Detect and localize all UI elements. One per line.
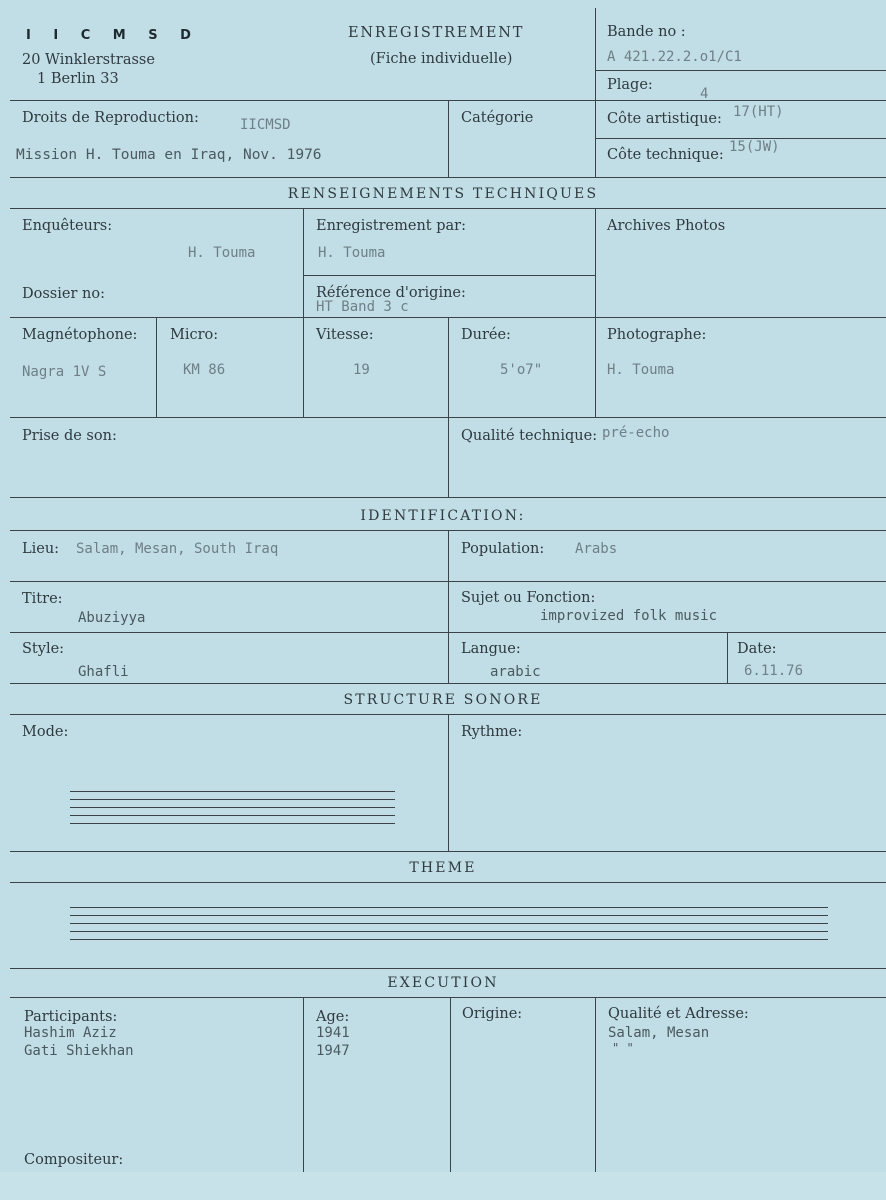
sujet-value: improvized folk music	[540, 608, 718, 624]
micro-value: KM 86	[183, 362, 226, 378]
archives-photos-label: Archives Photos	[607, 218, 726, 234]
vrule-photographe	[595, 317, 596, 417]
plage-value: 4	[700, 86, 709, 102]
categorie-label: Catégorie	[461, 110, 534, 126]
mission-value: Mission H. Touma en Iraq, Nov. 1976	[16, 147, 322, 163]
participant-2: Gati Shiekhan	[24, 1043, 134, 1059]
address-line-1: 20 Winklerstrasse	[22, 52, 155, 68]
date-label: Date:	[737, 641, 777, 657]
qualite-technique-value: pré-echo	[602, 425, 670, 441]
cote-technique-value: 15(JW)	[729, 139, 780, 155]
participants-label: Participants:	[24, 1009, 118, 1025]
card-edge	[0, 1172, 886, 1200]
photographe-label: Photographe:	[607, 327, 707, 343]
cote-artistique-value: 17(HT)	[733, 104, 784, 120]
rule-rights-bottom	[10, 177, 886, 178]
vrule-qualite	[448, 417, 449, 497]
duree-value: 5'o7"	[500, 362, 543, 378]
sujet-label: Sujet ou Fonction:	[461, 590, 596, 606]
age-1: 1941	[316, 1025, 350, 1041]
lieu-value: Salam, Mesan, South Iraq	[76, 541, 279, 557]
qualite-adresse-1: Salam, Mesan	[608, 1025, 710, 1041]
plage-label: Plage:	[607, 77, 653, 93]
rule-prise-bottom	[10, 497, 886, 498]
prise-de-son-label: Prise de son:	[22, 428, 117, 444]
cote-technique-label: Côte technique:	[607, 147, 724, 163]
institution-logo: I I C M S D	[26, 28, 200, 43]
section-execution-title: EXECUTION	[387, 975, 499, 991]
origine-label: Origine:	[462, 1006, 523, 1022]
dossier-label: Dossier no:	[22, 286, 105, 302]
vrule-age	[303, 997, 304, 1172]
vrule-vitesse	[303, 317, 304, 417]
population-value: Arabs	[575, 541, 618, 557]
qualite-technique-label: Qualité technique:	[461, 428, 598, 444]
style-value: Ghafli	[78, 664, 129, 680]
rule-theme-title	[10, 882, 886, 883]
magnetophone-label: Magnétophone:	[22, 327, 138, 343]
langue-value: arabic	[490, 664, 541, 680]
rule-style-bottom	[10, 683, 886, 684]
section-theme-title: THEME	[409, 860, 477, 876]
bande-value: A 421.22.2.o1/C1	[607, 49, 742, 65]
bande-label: Bande no :	[607, 24, 686, 40]
rule-execution-title	[10, 997, 886, 998]
vrule-header-right	[595, 8, 596, 177]
rule-bande	[595, 70, 886, 71]
enqueteurs-label: Enquêteurs:	[22, 218, 113, 234]
vrule-rythme	[448, 714, 449, 851]
vrule-tech-right	[595, 208, 596, 317]
enqueteurs-value: H. Touma	[188, 245, 256, 261]
photographe-value: H. Touma	[607, 362, 675, 378]
qualite-adresse-label: Qualité et Adresse:	[608, 1006, 749, 1022]
form-subtitle: (Fiche individuelle)	[370, 51, 513, 67]
langue-label: Langue:	[461, 641, 521, 657]
section-technical-title: RENSEIGNEMENTS TECHNIQUES	[287, 186, 599, 202]
rule-structure-bottom	[10, 851, 886, 852]
vitesse-label: Vitesse:	[316, 327, 374, 343]
participant-1: Hashim Aziz	[24, 1025, 117, 1041]
rule-theme-bottom	[10, 968, 886, 969]
address-line-2: 1 Berlin 33	[37, 71, 119, 87]
vrule-tech-mid	[303, 208, 304, 317]
rythme-label: Rythme:	[461, 724, 523, 740]
vrule-date	[727, 632, 728, 683]
vrule-ident-mid	[448, 530, 449, 683]
enregistrement-par-label: Enregistrement par:	[316, 218, 466, 234]
section-structure-title: STRUCTURE SONORE	[343, 692, 543, 708]
style-label: Style:	[22, 641, 65, 657]
form-title: ENREGISTREMENT	[348, 25, 525, 41]
vrule-micro	[156, 317, 157, 417]
duree-label: Durée:	[461, 327, 511, 343]
age-label: Age:	[316, 1009, 350, 1025]
cote-artistique-label: Côte artistique:	[607, 111, 722, 127]
age-2: 1947	[316, 1043, 350, 1059]
droits-label: Droits de Reproduction:	[22, 110, 199, 126]
reference-value: HT Band 3 c	[316, 299, 409, 315]
titre-value: Abuziyya	[78, 610, 146, 626]
qualite-adresse-2: " "	[612, 1041, 634, 1055]
rule-reference	[303, 275, 595, 276]
droits-value: IICMSD	[240, 117, 291, 133]
micro-label: Micro:	[170, 327, 219, 343]
enregistrement-par-value: H. Touma	[318, 245, 386, 261]
vrule-categorie	[448, 100, 449, 177]
rule-tech-title	[10, 208, 886, 209]
population-label: Population:	[461, 541, 545, 557]
date-value: 6.11.76	[744, 663, 804, 679]
mode-label: Mode:	[22, 724, 69, 740]
compositeur-label: Compositeur:	[24, 1152, 124, 1168]
section-identification-title: IDENTIFICATION:	[360, 508, 526, 524]
titre-label: Titre:	[22, 591, 63, 607]
lieu-label: Lieu:	[22, 541, 60, 557]
vrule-qualite-adresse	[595, 997, 596, 1172]
magnetophone-value: Nagra 1V S	[22, 364, 107, 380]
vrule-origine	[450, 997, 451, 1172]
vitesse-value: 19	[353, 362, 370, 378]
vrule-duree	[448, 317, 449, 417]
reference-label: Référence d'origine:	[316, 285, 466, 301]
